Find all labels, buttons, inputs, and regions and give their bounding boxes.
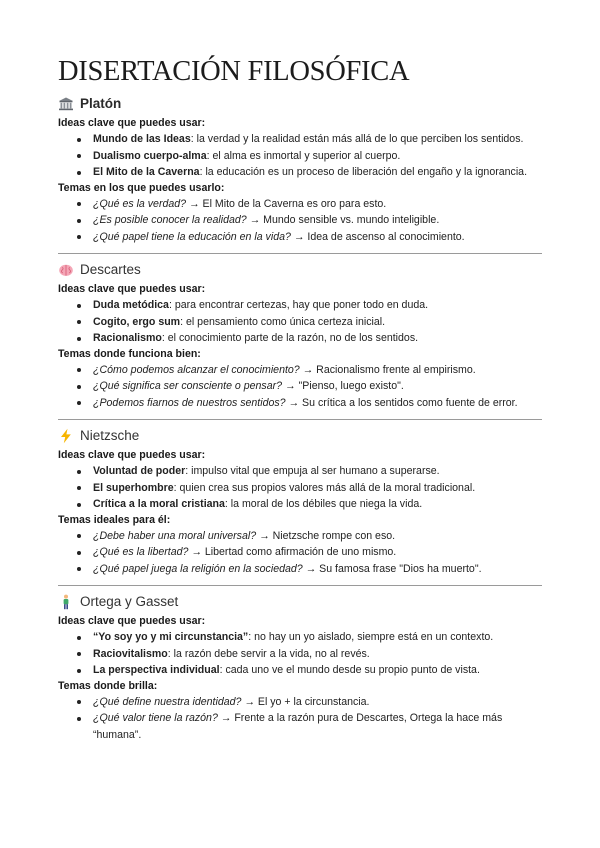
idea-item: [58, 330, 542, 347]
topic-item: [58, 710, 542, 743]
idea-description: : quien crea sus propios valores más allá de la moral tradicional.: [173, 481, 476, 494]
idea-description: : la verdad y la realidad están más allá de lo que perciben los sentidos.: [190, 133, 524, 145]
topic-answer: → Libertad como afirmación de uno mismo.: [188, 546, 397, 558]
section-divider: [58, 253, 542, 254]
section-heading-text: Descartes: [80, 262, 141, 277]
section-divider: [58, 419, 542, 420]
idea-description: : no hay un yo aislado, siempre está en un contexto.: [248, 631, 494, 643]
topic-question: ¿Debe haber una moral universal?: [93, 529, 257, 542]
topic-answer: → El Mito de la Caverna es oro para esto.: [186, 197, 387, 210]
topics-label: Temas donde brilla:: [58, 679, 158, 692]
topic-question: ¿Qué es la libertad?: [93, 546, 189, 558]
topic-item: [58, 528, 542, 545]
idea-item: [58, 131, 542, 148]
topics-label: Temas ideales para él:: [58, 513, 171, 526]
section-heading: [58, 94, 542, 114]
idea-term: Dualismo cuerpo-alma: [93, 149, 207, 162]
idea-description: : el alma es inmortal y superior al cuerpo.: [206, 149, 401, 162]
brain-icon: [58, 262, 74, 278]
idea-term: Duda metódica: [93, 299, 169, 311]
section-heading: [58, 426, 542, 446]
idea-item: [58, 314, 542, 331]
idea-term: Cogito, ergo sum: [93, 315, 181, 328]
topic-item: [58, 362, 542, 379]
topic-question: ¿Qué papel juega la religión en la sociedad?: [93, 562, 303, 575]
section-2: [58, 426, 542, 577]
topic-item: [58, 694, 542, 711]
section-1: [58, 260, 542, 411]
idea-description: : impulso vital que empuja al ser humano a superarse.: [185, 465, 440, 477]
topic-question: ¿Qué define nuestra identidad?: [93, 695, 242, 708]
ideas-list: [58, 131, 542, 181]
section-heading: [58, 592, 542, 612]
idea-description: : cada uno ve el mundo desde su propio punto de vista.: [219, 664, 480, 676]
section-3: [58, 592, 542, 743]
document-title: DISERTACIÓN FILOSÓFICA: [58, 56, 410, 87]
topic-answer: → Su crítica a los sentidos como fuente de error.: [285, 396, 518, 409]
topic-answer: → Su famosa frase "Dios ha muerto".: [302, 562, 482, 575]
topic-question: ¿Cómo podemos alcanzar el conocimiento?: [93, 363, 300, 376]
idea-term: La perspectiva individual: [93, 664, 220, 676]
idea-description: : la moral de los débiles que niega la vida.: [224, 498, 423, 510]
topic-question: ¿Podemos fiarnos de nuestros sentidos?: [93, 396, 286, 409]
topic-answer: → Nietzsche rompe con eso.: [256, 529, 396, 542]
idea-item: [58, 463, 542, 480]
idea-term: Crítica a la moral cristiana: [93, 498, 225, 510]
topic-item: [58, 212, 542, 229]
topic-question: ¿Qué valor tiene la razón?: [93, 712, 218, 724]
classical-building-icon: [58, 96, 74, 112]
idea-term: El superhombre: [93, 481, 174, 494]
idea-item: [58, 297, 542, 314]
idea-item: [58, 148, 542, 165]
topic-answer: → El yo + la circunstancia.: [241, 695, 370, 708]
idea-term: Voluntad de poder: [93, 465, 186, 477]
idea-item: [58, 629, 542, 646]
ideas-list: [58, 297, 542, 347]
idea-term: Raciovitalismo: [93, 647, 168, 660]
idea-description: : la razón debe servir a la vida, no al revés.: [167, 647, 370, 660]
topics-label: Temas donde funciona bien:: [58, 347, 201, 360]
idea-term: El Mito de la Caverna: [93, 166, 200, 178]
section-heading-text: Platón: [80, 96, 122, 111]
person-standing-icon: [58, 594, 74, 610]
topic-item: [58, 378, 542, 395]
idea-description: : la educación es un proceso de liberación del engaño y la ignorancia.: [199, 166, 528, 178]
section-heading-text: Ortega y Gasset: [80, 594, 179, 609]
idea-description: : para encontrar certezas, hay que poner todo en duda.: [168, 299, 429, 311]
topic-question: ¿Qué significa ser consciente o pensar?: [93, 380, 283, 392]
idea-description: : el conocimiento parte de la razón, no de los sentidos.: [161, 332, 419, 344]
section-0: [58, 94, 542, 245]
topics-list: [58, 196, 542, 246]
idea-item: [58, 646, 542, 663]
ideas-label: Ideas clave que puedes usar:: [58, 615, 206, 627]
topic-item: [58, 196, 542, 213]
ideas-list: [58, 463, 542, 513]
topics-list: [58, 528, 542, 578]
idea-item: [58, 164, 542, 181]
topic-answer: → Frente a la razón pura de Descartes, Ortega la hace más “humana”.: [93, 712, 503, 741]
topics-list: [58, 694, 542, 744]
lightning-icon: [58, 428, 74, 444]
topic-item: [58, 395, 542, 412]
topic-answer: → "Pienso, luego existo".: [282, 380, 404, 392]
topic-item: [58, 229, 542, 246]
topic-answer: → Idea de ascenso al conocimiento.: [290, 230, 465, 243]
idea-term: Racionalismo: [93, 332, 162, 344]
idea-description: : el pensamiento como única certeza inicial.: [180, 315, 386, 328]
topic-answer: → Racionalismo frente al empirismo.: [299, 363, 476, 376]
document: [58, 54, 542, 743]
topic-question: ¿Es posible conocer la realidad?: [93, 214, 247, 226]
ideas-label: Ideas clave que puedes usar:: [58, 283, 206, 295]
section-divider: [58, 585, 542, 586]
idea-item: [58, 480, 542, 497]
topics-list: [58, 362, 542, 412]
topic-question: ¿Qué es la verdad?: [93, 197, 187, 210]
topic-item: [58, 561, 542, 578]
section-heading: [58, 260, 542, 280]
idea-item: [58, 662, 542, 679]
ideas-label: Ideas clave que puedes usar:: [58, 117, 206, 129]
sections-container: [58, 94, 542, 743]
ideas-label: Ideas clave que puedes usar:: [58, 449, 206, 461]
idea-term: Mundo de las Ideas: [93, 133, 191, 145]
topic-question: ¿Qué papel tiene la educación en la vida?: [93, 230, 291, 243]
idea-term: “Yo soy yo y mi circunstancia”: [93, 631, 249, 643]
topic-item: [58, 544, 542, 561]
idea-item: [58, 496, 542, 513]
topics-label: Temas en los que puedes usarlo:: [58, 181, 225, 194]
ideas-list: [58, 629, 542, 679]
topic-answer: → Mundo sensible vs. mundo inteligible.: [246, 214, 440, 226]
section-heading-text: Nietzsche: [80, 428, 140, 443]
